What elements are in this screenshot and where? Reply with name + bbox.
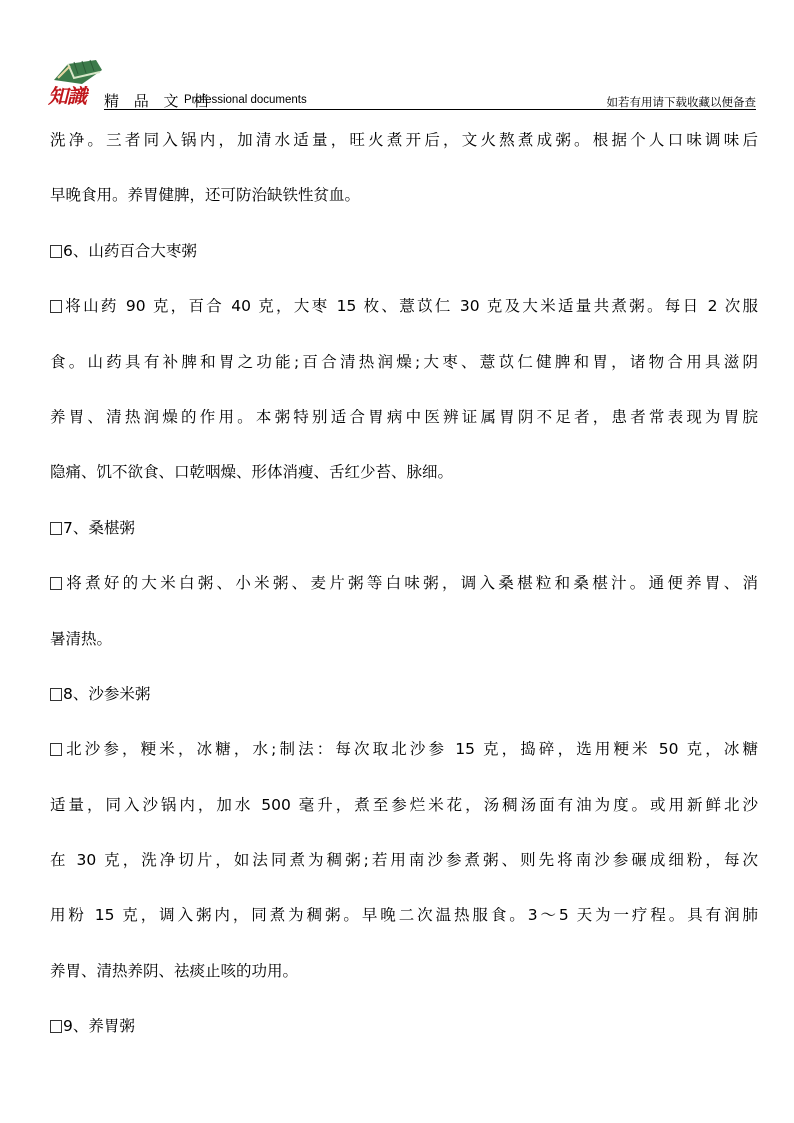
placeholder-box-icon xyxy=(50,743,62,756)
text-line xyxy=(50,722,758,777)
text-line-content: 洗净。三者同入锅内，加清水适量，旺火煮开后，文火熬煮成粥。根据个人口味调味后 xyxy=(50,131,758,149)
text-line-content: 隐痛、饥不欲食、口乾咽燥、形体消瘦、舌红少苔、脉细。 xyxy=(50,463,454,482)
page-header xyxy=(44,54,756,110)
text-line xyxy=(50,778,758,833)
text-line xyxy=(50,833,758,888)
document-body xyxy=(50,113,762,1055)
text-line xyxy=(50,612,762,667)
text-line-content: 8、沙参米粥 xyxy=(63,684,151,703)
text-line-content: 6、山药百合大枣粥 xyxy=(63,241,197,260)
logo xyxy=(44,54,108,108)
text-line xyxy=(50,279,758,334)
placeholder-box-icon xyxy=(50,522,62,535)
text-line-content: 用粉 15 克，调入粥内，同煮为稠粥。早晚二次温热服食。3～5 天为一疗程。具有润肺 xyxy=(50,906,758,925)
header-subtitle: Professional documents xyxy=(184,94,307,106)
text-line-content: 食。山药具有补脾和胃之功能;百合清热润燥;大枣、薏苡仁健脾和胃，诸物合用具滋阴 xyxy=(50,352,758,371)
placeholder-box-icon xyxy=(50,245,62,258)
text-line-content: 将山药 90 克，百合 40 克，大枣 15 枚、薏苡仁 30 克及大米适量共煮粥。每日 2 次服 xyxy=(63,297,758,316)
text-line-content: 养胃、清热养阴、祛痰止咳的功用。 xyxy=(50,961,299,980)
text-line xyxy=(50,999,762,1054)
text-line xyxy=(50,667,762,722)
text-line-content: 适量，同入沙锅内，加水 500 毫升，煮至参烂米花，汤稠汤面有油为度。或用新鲜北沙 xyxy=(50,795,758,814)
text-line xyxy=(50,224,762,279)
placeholder-box-icon xyxy=(50,688,62,701)
text-line xyxy=(50,556,758,611)
header-note: 如若有用请下载收藏以便备查 xyxy=(606,95,756,109)
text-line-content: 北沙参，粳米，冰糖，水;制法：每次取北沙参 15 克，捣碎，选用粳米 50 克，冰糖 xyxy=(63,740,758,759)
text-line-content: 7、桑椹粥 xyxy=(63,518,135,537)
text-line-content: 将煮好的大米白粥、小米粥、麦片粥等白味粥，调入桑椹粒和桑椹汁。通便养胃、消 xyxy=(63,574,758,593)
text-line-content: 9、养胃粥 xyxy=(63,1017,135,1036)
text-line xyxy=(50,888,758,943)
text-line xyxy=(50,390,758,445)
text-line xyxy=(50,944,762,999)
header-divider xyxy=(104,109,756,110)
text-line xyxy=(50,501,762,556)
placeholder-box-icon xyxy=(50,577,62,590)
text-line xyxy=(50,168,762,223)
text-line xyxy=(50,445,762,500)
text-line-content: 早晚食用。养胃健脾，还可防治缺铁性贫血。 xyxy=(50,186,361,205)
header-title: 精 品 文 档 xyxy=(104,92,214,110)
text-line-content: 在 30 克，洗净切片，如法同煮为稠粥;若用南沙参煮粥、则先将南沙参碾成细粉，每次 xyxy=(50,851,758,870)
text-line-content: 暑清热。 xyxy=(50,629,113,648)
logo-text: 知識 xyxy=(48,84,86,108)
placeholder-box-icon xyxy=(50,1020,62,1033)
text-line xyxy=(50,335,758,390)
placeholder-box-icon xyxy=(50,300,62,313)
text-line xyxy=(50,113,758,168)
text-line-content: 养胃、清热润燥的作用。本粥特别适合胃病中医辨证属胃阴不足者，患者常表现为胃脘 xyxy=(50,407,758,426)
